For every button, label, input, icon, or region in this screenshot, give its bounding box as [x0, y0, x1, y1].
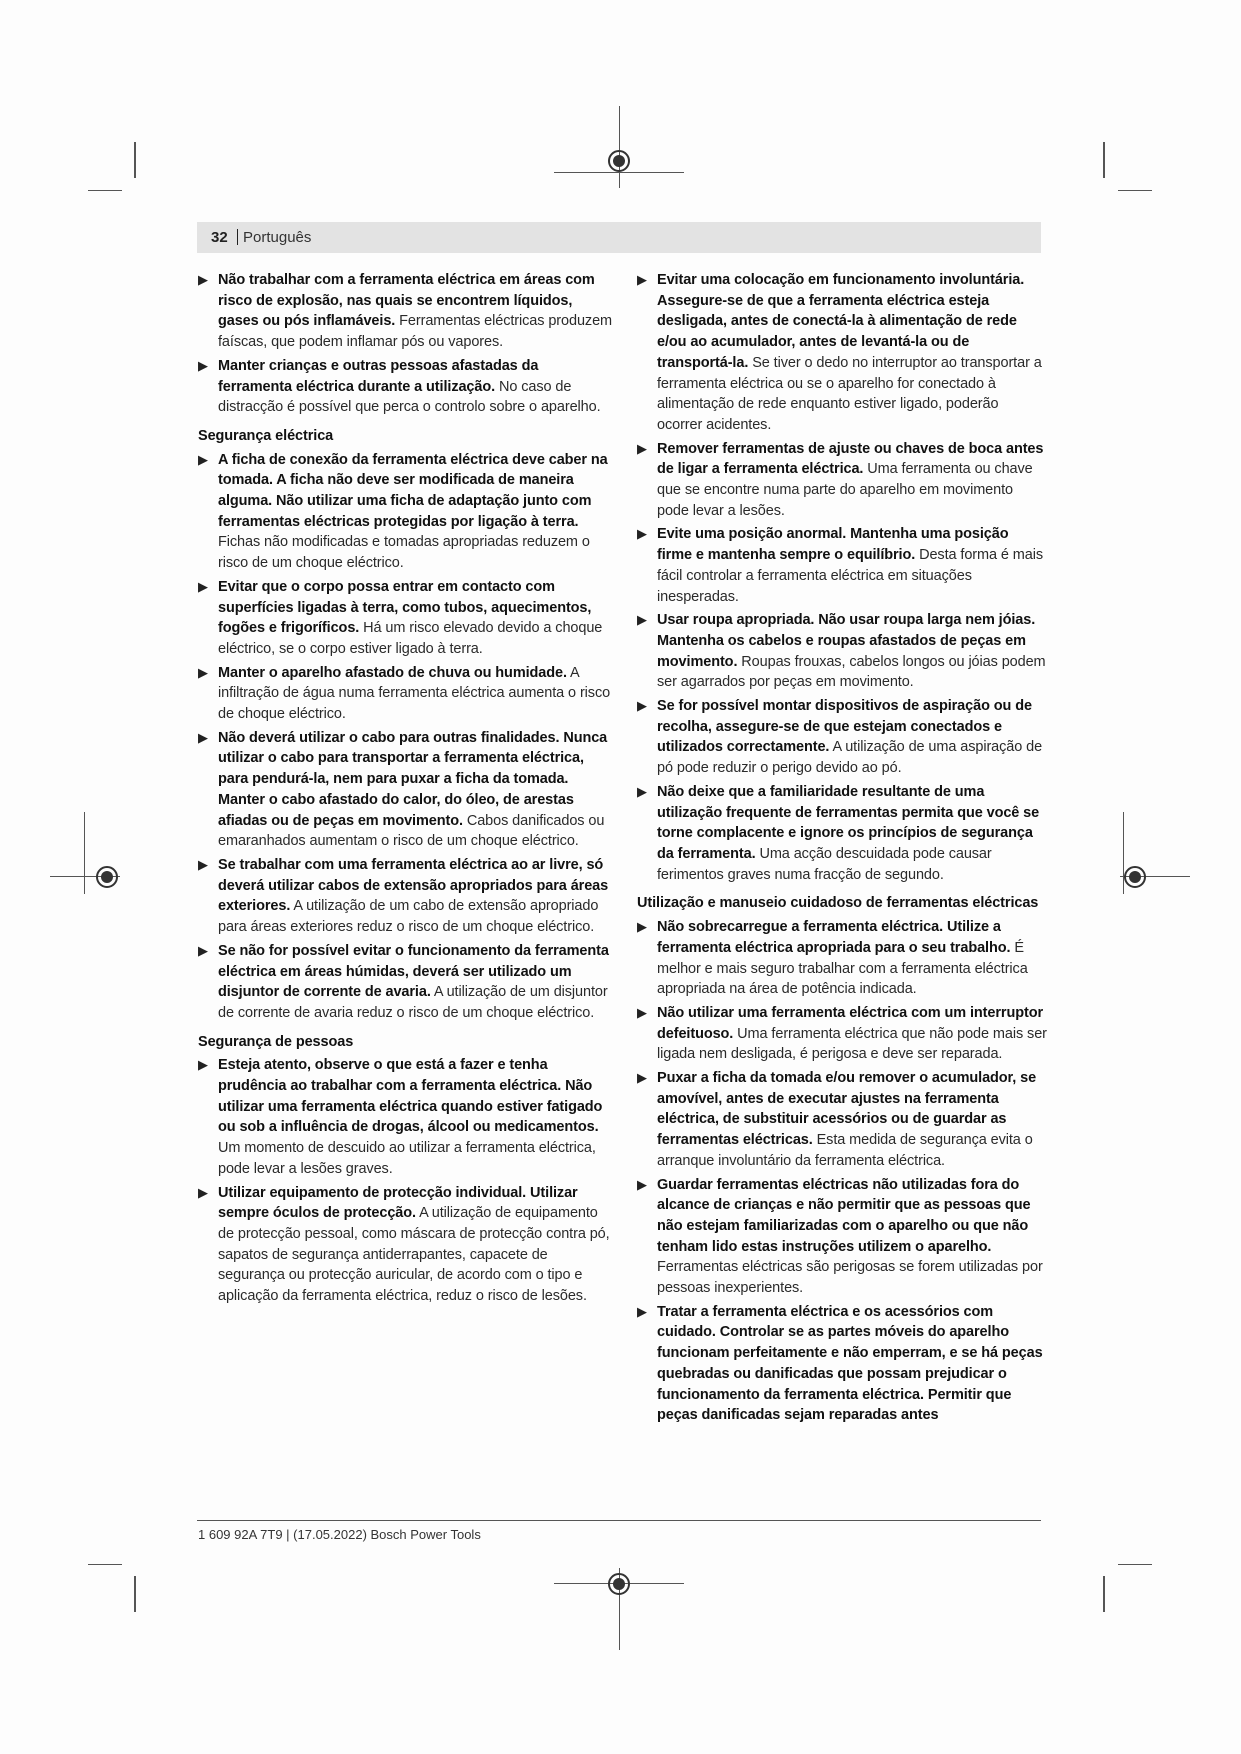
- safety-instruction: [198, 855, 616, 938]
- safety-instruction: [198, 941, 616, 1024]
- bullet-triangle-icon: ▶: [637, 1303, 647, 1319]
- instruction-bold: Usar roupa apropriada. Não usar roupa larga nem jóias. Mantenha os cabelos e roupas afastados de peças em movimento.: [657, 612, 1036, 670]
- instruction-bold: Se for possível montar dispositivos de aspiração ou de recolha, assegure-se de que estejam conectados e utilizados correctamente.: [657, 698, 1032, 756]
- instruction-text: Uma ferramenta ou chave que se encontre numa parte do aparelho em movimento pode levar a lesões.: [657, 461, 1033, 519]
- instruction-text: Um momento de descuido ao utilizar a ferramenta eléctrica, pode levar a lesões graves.: [218, 1140, 596, 1177]
- instruction-bold: Não deverá utilizar o cabo para outras finalidades. Nunca utilizar o cabo para transportar a ferramenta eléctrica, para pendurá-la, nem para puxar a ficha da tomada. Manter o cabo afastado do calor, do óleo, de arestas afiadas ou de peças em movimento.: [218, 729, 608, 829]
- instruction-text: Roupas frouxas, cabelos longos ou jóias podem ser agarrados por peças em movimento.: [657, 653, 1046, 691]
- instruction-bold: Evitar uma colocação em funcionamento involuntária. Assegure-se de que a ferramenta eléctrica esteja desligada, antes de conectá-la à alimentação de rede e/ou ao acumulador, antes de levantá-la ou de transportá-la.: [657, 272, 1025, 371]
- instruction-text: É melhor e mais seguro trabalhar com a ferramenta eléctrica apropriada na área de potência indicada.: [657, 939, 1028, 998]
- instruction-bold: Não deixe que a familiaridade resultante de uma utilização frequente de ferramentas permita que você se torne complacente e ignore os princípios de segurança da ferramenta.: [657, 783, 1040, 862]
- bullet-triangle-icon: ▶: [637, 526, 647, 542]
- bullet-triangle-icon: ▶: [198, 578, 208, 594]
- instruction-bold: Esteja atento, observe o que está a fazer e tenha prudência ao trabalhar com a ferramenta eléctrica. Não utilizar uma ferramenta eléctrica quando estiver fatigado ou sob a influência de drogas, álcool ou medicamentos.: [218, 1057, 603, 1136]
- page-number: 32: [211, 229, 228, 246]
- safety-instruction: [198, 1183, 616, 1307]
- safety-instruction: [637, 1175, 1047, 1299]
- bullet-triangle-icon: ▶: [637, 1176, 647, 1192]
- bullet-triangle-icon: ▶: [637, 272, 647, 287]
- instruction-bold: Não utilizar uma ferramenta eléctrica com um interruptor defeituoso.: [657, 1004, 1044, 1042]
- bullet-triangle-icon: ▶: [637, 1004, 647, 1020]
- safety-instruction: [637, 270, 1047, 436]
- instruction-bold: Evite uma posição anormal. Mantenha uma posição firme e mantenha sempre o equilíbrio.: [657, 526, 1009, 564]
- safety-instruction: [637, 610, 1047, 693]
- safety-instruction: [637, 917, 1047, 1000]
- right-column: [637, 270, 1047, 1429]
- instruction-bold: Utilizar equipamento de protecção individual. Utilizar sempre óculos de protecção.: [218, 1184, 578, 1222]
- safety-instruction: [198, 270, 616, 353]
- safety-instruction: [198, 663, 616, 725]
- instruction-bold: Manter crianças e outras pessoas afastadas da ferramenta eléctrica durante a utilização.: [218, 357, 539, 395]
- safety-instruction: [198, 728, 616, 852]
- instruction-text: Fichas não modificadas e tomadas apropriadas reduzem o risco de um choque eléctrico.: [218, 534, 590, 572]
- instruction-bold: Não sobrecarregue a ferramenta eléctrica. Utilize a ferramenta eléctrica apropriada para o seu trabalho.: [657, 919, 1011, 956]
- bullet-triangle-icon: ▶: [637, 783, 647, 799]
- instruction-text: Cabos danificados ou emaranhados aumentam o risco de um choque eléctrico.: [218, 812, 605, 850]
- instruction-text: Uma ferramenta eléctrica que não pode mais ser ligada nem desligada, é perigosa e deve ser reparada.: [657, 1025, 1047, 1063]
- safety-instruction: [637, 1068, 1047, 1172]
- bullet-triangle-icon: ▶: [198, 664, 208, 680]
- bullet-triangle-icon: ▶: [637, 440, 647, 456]
- instruction-bold: Manter o aparelho afastado de chuva ou humidade.: [218, 664, 567, 681]
- safety-instruction: [198, 577, 616, 660]
- bullet-triangle-icon: ▶: [198, 856, 208, 872]
- instruction-bold: Puxar a ficha da tomada e/ou remover o acumulador, se amovível, antes de executar ajustes na ferramenta eléctrica, de substituir acessórios ou de guardar as ferramentas eléctricas.: [657, 1070, 1037, 1149]
- bullet-triangle-icon: ▶: [198, 1057, 208, 1073]
- instruction-text: Se tiver o dedo no interruptor ao transportar a ferramenta eléctrica ou se o aparelho for conectado à alimentação de rede enquanto estiver ligado, poderão ocorrer acidentes.: [657, 354, 1042, 433]
- instruction-text: A infiltração de água numa ferramenta eléctrica aumenta o risco de choque eléctrico.: [218, 664, 611, 723]
- instruction-text: A utilização de um cabo de extensão apropriado para áreas exteriores reduz o risco de um choque eléctrico.: [218, 898, 599, 936]
- bullet-triangle-icon: ▶: [198, 451, 208, 467]
- safety-instruction: [637, 524, 1047, 607]
- safety-instruction: [637, 1302, 1047, 1426]
- section-heading: Utilização e manuseio cuidadoso de ferramentas eléctricas: [637, 895, 1039, 912]
- header-divider: [237, 229, 238, 245]
- instruction-bold: Se não for possível evitar o funcionamento da ferramenta eléctrica em áreas húmidas, deverá ser utilizado um disjuntor de corrente de avaria.: [218, 942, 609, 1001]
- instruction-text: Uma acção descuidada pode causar ferimentos graves numa fracção de segundo.: [657, 845, 992, 883]
- instruction-text: Ferramentas eléctricas produzem faíscas, que podem inflamar pós ou vapores.: [218, 313, 613, 351]
- instruction-text: A utilização de equipamento de protecção pessoal, como máscara de protecção contra pó, sapatos de segurança antiderrapantes, capacete de segurança ou protecção auricular, de acordo com o tipo e aplicação da ferramenta eléctrica, reduz o risco de lesões.: [218, 1205, 610, 1305]
- instruction-text: A utilização de um disjuntor de corrente de avaria reduz o risco de um choque eléctrico.: [218, 984, 608, 1021]
- instruction-text: A utilização de uma aspiração de pó pode reduzir o perigo devido ao pó.: [657, 739, 1043, 777]
- footer-divider: [197, 1520, 1041, 1521]
- safety-instruction: [198, 1055, 616, 1179]
- bullet-triangle-icon: ▶: [637, 698, 647, 714]
- page-footer: 1 609 92A 7T9 | (17.05.2022) Bosch Power Tools: [198, 1527, 481, 1542]
- instruction-bold: Se trabalhar com uma ferramenta eléctrica ao ar livre, só deverá utilizar cabos de extensão apropriados para áreas exteriores.: [218, 856, 609, 915]
- safety-instruction: [637, 696, 1047, 779]
- bullet-triangle-icon: ▶: [198, 272, 208, 287]
- section-heading: Segurança eléctrica: [198, 427, 334, 444]
- instruction-bold: A ficha de conexão da ferramenta eléctrica deve caber na tomada. A ficha não deve ser modificada de maneira alguma. Não utilizar uma ficha de adaptação junto com ferramentas eléctricas protegidas por ligação à terra.: [218, 451, 608, 530]
- safety-instruction: [198, 356, 616, 418]
- instruction-bold: Guardar ferramentas eléctricas não utilizadas fora do alcance de crianças e não permitir que as pessoas que não estejam familiarizadas com o aparelho ou que não tenham lido estas instruções utilizem o aparelho.: [657, 1176, 1031, 1255]
- bullet-triangle-icon: ▶: [198, 1184, 208, 1200]
- bullet-triangle-icon: ▶: [198, 729, 208, 745]
- section-heading: Segurança de pessoas: [198, 1033, 354, 1050]
- safety-instruction: [637, 439, 1047, 522]
- instruction-bold: Tratar a ferramenta eléctrica e os acessórios com cuidado. Controlar se as partes móveis do aparelho funcionam perfeitamente e não emperram, e se há peças quebradas ou danificadas que possam prejudicar o funcionamento da ferramenta eléctrica. Permitir que peças danificadas sejam reparadas antes: [657, 1303, 1043, 1424]
- left-column: [198, 270, 616, 1310]
- bullet-triangle-icon: ▶: [637, 1070, 647, 1086]
- instruction-bold: Evitar que o corpo possa entrar em contacto com superfícies ligadas à terra, como tubos, aquecimentos, fogões e frigoríficos.: [218, 578, 592, 637]
- page-language: Português: [243, 229, 312, 246]
- bullet-triangle-icon: ▶: [198, 942, 208, 958]
- instruction-bold: Não trabalhar com a ferramenta eléctrica em áreas com risco de explosão, nas quais se encontrem líquidos, gases ou pós inflamáveis.: [218, 272, 595, 330]
- instruction-text: Desta forma é mais fácil controlar a ferramenta eléctrica em situações inesperadas.: [657, 547, 1044, 605]
- bullet-triangle-icon: ▶: [637, 919, 647, 935]
- safety-instruction: [637, 1003, 1047, 1065]
- safety-instruction: [637, 782, 1047, 886]
- instruction-text: No caso de distracção é possível que perca o controlo sobre o aparelho.: [218, 378, 601, 416]
- page-header: [197, 222, 1041, 253]
- safety-instruction: [198, 450, 616, 574]
- instruction-bold: Remover ferramentas de ajuste ou chaves de boca antes de ligar a ferramenta eléctrica.: [657, 440, 1044, 478]
- instruction-text: Ferramentas eléctricas são perigosas se forem utilizadas por pessoas inexperientes.: [657, 1259, 1043, 1297]
- instruction-text: Esta medida de segurança evita o arranque involuntário da ferramenta eléctrica.: [657, 1132, 1033, 1169]
- bullet-triangle-icon: ▶: [198, 357, 208, 373]
- bullet-triangle-icon: ▶: [637, 612, 647, 628]
- instruction-text: Há um risco elevado devido a choque eléctrico, se o corpo estiver ligado à terra.: [218, 620, 603, 657]
